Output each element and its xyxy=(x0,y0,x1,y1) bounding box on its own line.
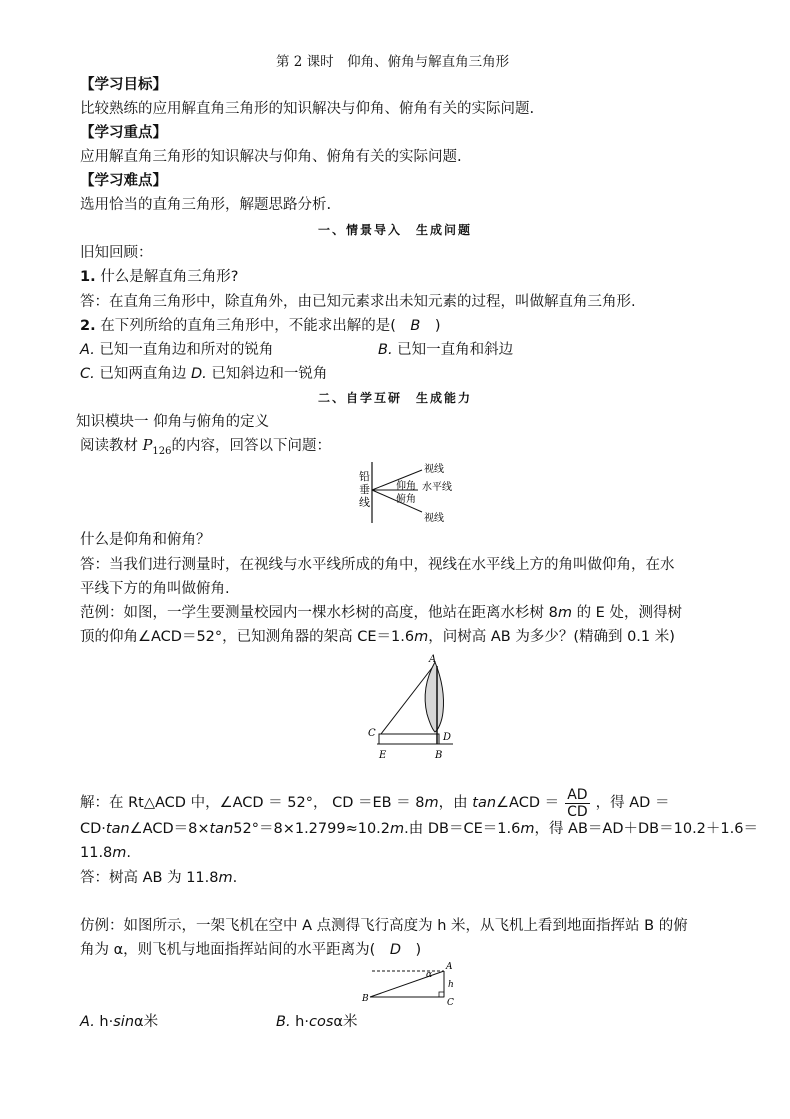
imitation-b-letter: B. xyxy=(276,1014,291,1030)
label-a2: A xyxy=(446,962,453,972)
example-text-4: ，问树高 AB 为多少？(精确到 0.1 米) xyxy=(428,629,675,645)
section1-title: 一、情景导入 生成问题 xyxy=(318,223,473,237)
read-instruction xyxy=(80,437,331,461)
example-line-1 xyxy=(80,604,682,622)
imitation-a-pre: h· xyxy=(99,1014,114,1030)
imitation-a-letter: A. xyxy=(80,1014,95,1030)
solution-line-2 xyxy=(80,820,758,838)
tree-figure xyxy=(365,652,465,764)
solution-answer xyxy=(80,869,237,887)
label-a: A xyxy=(429,654,437,665)
label-b: B xyxy=(435,750,443,761)
option-b-text: 已知一直角和斜边 xyxy=(397,342,514,358)
option-a xyxy=(80,341,273,359)
label-d: D xyxy=(443,732,452,743)
read-page: P xyxy=(142,438,153,454)
solution-tan-2: tan xyxy=(105,821,130,837)
example-line-2 xyxy=(80,628,675,646)
sight-ab xyxy=(370,971,444,997)
right-angle-mark xyxy=(439,992,444,997)
plumb-char-3: 线 xyxy=(359,496,370,509)
elevation-depression-figure xyxy=(350,460,480,525)
label-b2: B xyxy=(362,994,369,1004)
plumb-char-1: 铅 xyxy=(359,470,370,483)
difficulty-heading: 【学习难点】 xyxy=(80,173,167,189)
solution-unit-4: m xyxy=(112,845,127,861)
solution-unit-1: m xyxy=(424,795,439,811)
option-b xyxy=(378,341,513,359)
answer-end: . xyxy=(232,870,238,886)
q2-text: 在下列所给的直角三角形中，不能求出解的是( xyxy=(100,318,411,334)
focus-text: 应用解直角三角形的知识解决与仰角、俯角有关的实际问题. xyxy=(80,149,462,165)
difficulty-text: 选用恰当的直角三角形，解题思路分析. xyxy=(80,197,332,213)
q1-number: 1. xyxy=(80,269,96,285)
plumb-char-2: 垂 xyxy=(359,483,370,496)
answer-unit: m xyxy=(218,870,233,886)
question-2 xyxy=(80,317,441,335)
fraction-ad-cd xyxy=(565,787,590,820)
solution-line-1 xyxy=(80,786,669,820)
q1-text: 什么是解直角三角形? xyxy=(100,269,239,285)
answer-text: 答：树高 AB 为 11.8 xyxy=(80,870,219,886)
q2-close: ) xyxy=(420,318,441,334)
solution-unit-2: m xyxy=(390,821,405,837)
option-d-letter: D. xyxy=(190,366,207,382)
page-title: 第 2 课时 仰角、俯角与解直角三角形 xyxy=(276,54,510,70)
option-c-d xyxy=(80,365,327,383)
example-text-3: 顶的仰角∠ACD＝52°，已知测角器的架高 CE＝1.6 xyxy=(80,629,415,645)
solution-text-3: ∠ACD ＝ xyxy=(496,795,560,811)
q2-answer: B xyxy=(410,318,421,334)
read-suffix: 的内容，回答以下问题： xyxy=(171,438,331,454)
example-unit-1: m xyxy=(557,605,572,621)
read-prefix: 阅读教材 xyxy=(80,438,143,454)
read-page-number: 126 xyxy=(152,445,172,457)
fig1-sight-bottom: 视线 xyxy=(424,513,444,524)
example-unit-2: m xyxy=(414,629,429,645)
imitation-text: 角为 α，则飞机与地面指挥站间的水平距离为( xyxy=(80,942,390,958)
imitation-b-post: α米 xyxy=(333,1014,358,1030)
label-h: h xyxy=(448,980,454,990)
section2-title: 二、自学互研 生成能力 xyxy=(318,391,473,405)
option-c-text: 已知两直角边 xyxy=(99,366,187,382)
goal-text: 比较熟练的应用解直角三角形的知识解决与仰角、俯角有关的实际问题. xyxy=(80,101,535,117)
imitation-b-pre: h· xyxy=(295,1014,309,1030)
solution-text-5: CD· xyxy=(80,821,106,837)
imitation-a-fn: sin xyxy=(113,1014,135,1030)
solution-line-3 xyxy=(80,844,131,862)
definition-answer-1: 答：当我们进行测量时，在视线与水平线所成的角中，视线在水平线上方的角叫做仰角，在水 xyxy=(80,557,675,573)
label-c2: C xyxy=(447,998,454,1008)
option-a-letter: A. xyxy=(80,342,95,358)
option-a-text: 已知一直角边和所对的锐角 xyxy=(99,342,274,358)
imitation-a-post: α米 xyxy=(134,1014,159,1030)
airplane-figure xyxy=(360,957,470,1009)
goal-heading: 【学习目标】 xyxy=(80,77,167,93)
solution-tan-1: tan xyxy=(472,795,497,811)
example-text-1: 范例：如图，一学生要测量校园内一棵水杉树的高度，他站在距离水杉树 8 xyxy=(80,605,558,621)
solution-text-7: 52°＝8×1.2799≈10.2 xyxy=(233,821,391,837)
definition-answer-2: 平线下方的角叫做俯角. xyxy=(80,581,230,597)
label-c: C xyxy=(368,728,376,739)
instrument-stand xyxy=(379,734,439,744)
option-c-letter: C. xyxy=(80,366,95,382)
example-text-2: 的 E 处，测得树 xyxy=(571,605,682,621)
solution-text-9: ，得 AB＝AD＋DB＝10.2＋1.6＝ xyxy=(534,821,758,837)
focus-heading: 【学习重点】 xyxy=(80,125,167,141)
solution-unit-3: m xyxy=(520,821,535,837)
option-d-text: 已知斜边和一锐角 xyxy=(211,366,328,382)
review-label: 旧知回顾： xyxy=(80,245,153,261)
fig1-sight-top: 视线 xyxy=(424,464,444,475)
fig1-horizontal: 水平线 xyxy=(422,482,452,493)
fig1-depression: 俯角 xyxy=(396,494,416,505)
solution-tan-3: tan xyxy=(209,821,234,837)
imitation-close: ) xyxy=(401,942,422,958)
solution-text-6: ∠ACD＝8× xyxy=(129,821,210,837)
imitation-line-1: 仿例：如图所示，一架飞机在空中 A 点测得飞行高度为 h 米，从飞机上看到地面指挥站 B 的俯 xyxy=(80,918,688,934)
solution-text-11: . xyxy=(126,845,132,861)
fig1-elevation: 仰角 xyxy=(396,481,416,492)
imitation-option-a xyxy=(80,1013,158,1031)
label-alpha: α xyxy=(426,970,433,980)
imitation-answer: D xyxy=(389,942,401,958)
solution-text-2: ，由 xyxy=(438,795,468,811)
fraction-numerator: AD xyxy=(565,787,590,804)
solution-text-8: .由 DB＝CE＝1.6 xyxy=(404,821,521,837)
solution-text-1: 解：在 Rt△ACD 中，∠ACD ＝ 52°， CD ＝EB ＝ 8 xyxy=(80,795,425,811)
q2-number: 2. xyxy=(80,318,96,334)
question-definition: 什么是仰角和俯角？ xyxy=(80,532,211,548)
imitation-b-fn: cos xyxy=(308,1014,334,1030)
answer-1: 答：在直角三角形中，除直角外，由已知元素求出未知元素的过程，叫做解直角三角形. xyxy=(80,294,636,310)
solution-text-4: ，得 AD ＝ xyxy=(595,795,670,811)
option-b-letter: B. xyxy=(378,342,393,358)
label-e: E xyxy=(379,750,387,761)
fraction-denominator: CD xyxy=(567,803,588,820)
module-title: 知识模块一 仰角与俯角的定义 xyxy=(76,414,270,430)
question-1 xyxy=(80,268,238,286)
imitation-option-b xyxy=(276,1013,357,1031)
solution-text-10: 11.8 xyxy=(80,845,113,861)
